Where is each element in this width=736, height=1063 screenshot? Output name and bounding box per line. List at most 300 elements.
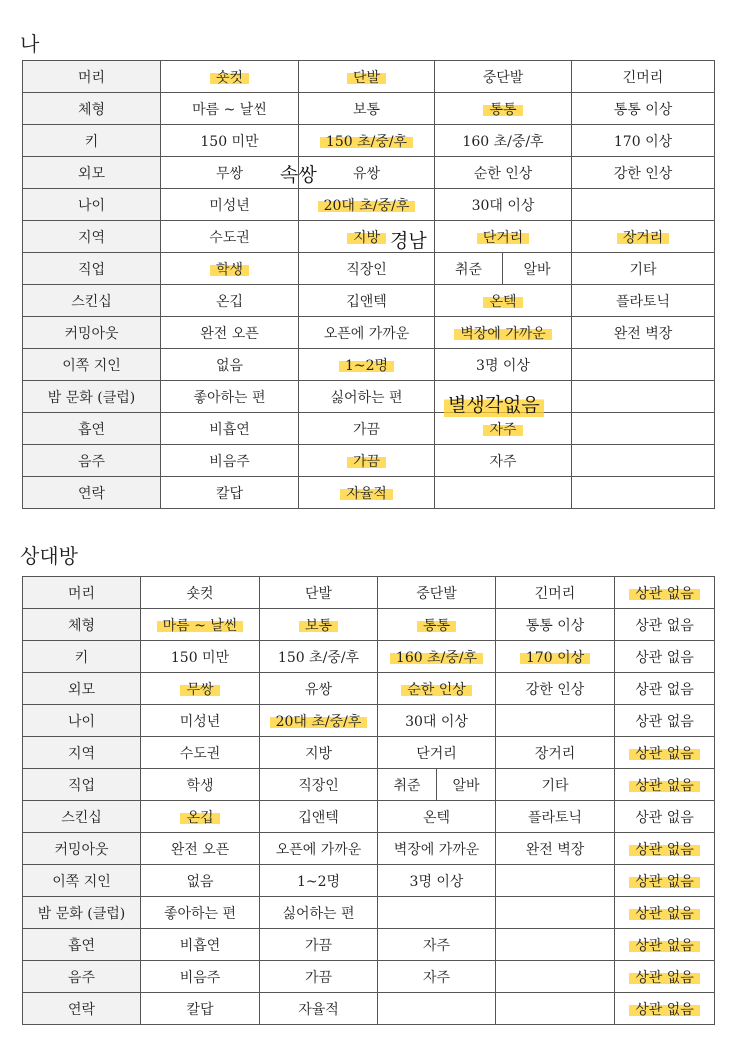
- highlighted-option: 상관 없음: [629, 1002, 700, 1018]
- option-cell: [503, 253, 572, 285]
- option-cell: [615, 801, 715, 833]
- option-text: 없음: [215, 357, 244, 374]
- option-cell: [572, 189, 715, 221]
- option-cell: [572, 317, 715, 349]
- option-text: 비음주: [209, 453, 250, 470]
- option-cell: [299, 477, 435, 509]
- option-cell: [299, 61, 435, 93]
- option-text: 30대 이상: [471, 197, 535, 214]
- option-text: 수도권: [209, 229, 250, 246]
- option-cell: [572, 381, 715, 413]
- option-cell: [615, 993, 715, 1025]
- option-cell: [161, 381, 299, 413]
- option-cell: [299, 413, 435, 445]
- row-label: 밤 문화 (클럽): [23, 897, 141, 929]
- option-text: 플라토닉: [615, 293, 671, 310]
- highlighted-option: 통통: [417, 618, 456, 634]
- option-text: 비음주: [179, 969, 221, 986]
- option-text: 상관 없음: [635, 809, 694, 826]
- option-text: 온텍: [422, 809, 451, 826]
- option-cell: [260, 641, 378, 673]
- option-text: 알바: [452, 777, 480, 794]
- option-text: 완전 벽장: [525, 841, 585, 858]
- option-cell: [615, 673, 715, 705]
- highlighted-option: 1~2명: [339, 358, 394, 374]
- option-cell: [141, 993, 260, 1025]
- option-cell: [299, 253, 435, 285]
- table-row: [23, 189, 715, 221]
- option-cell: [161, 445, 299, 477]
- option-text: 순한 인상: [473, 165, 533, 182]
- option-cell: [496, 833, 615, 865]
- option-cell: [496, 993, 615, 1025]
- option-cell: [496, 961, 615, 993]
- highlighted-option: 순한 인상: [401, 682, 472, 698]
- option-text: 3명 이상: [476, 357, 530, 374]
- option-cell: [299, 317, 435, 349]
- option-cell: [161, 93, 299, 125]
- row-label: 나이: [23, 189, 161, 221]
- option-text: 오픈에 가까운: [275, 841, 362, 858]
- highlighted-option: 상관 없음: [629, 586, 700, 602]
- option-cell: [161, 349, 299, 381]
- table-row: [23, 801, 715, 833]
- row-label: 체형: [23, 609, 141, 641]
- row-label: 직업: [23, 253, 161, 285]
- option-cell: [141, 897, 260, 929]
- highlighted-option: 상관 없음: [629, 842, 700, 858]
- row-label: 나이: [23, 705, 141, 737]
- option-text: 150 초/중/후: [277, 649, 360, 666]
- option-cell: [260, 801, 378, 833]
- option-cell: [378, 705, 496, 737]
- table-row: [23, 221, 715, 253]
- option-cell: [378, 769, 437, 801]
- partner-preference-table: [22, 576, 715, 1025]
- option-text: 자율적: [298, 1001, 339, 1018]
- option-cell: [141, 961, 260, 993]
- option-cell: [496, 609, 615, 641]
- option-cell: [572, 61, 715, 93]
- option-cell: [378, 929, 496, 961]
- option-cell: [260, 737, 378, 769]
- table-row: [23, 609, 715, 641]
- option-text: 상관 없음: [635, 713, 694, 730]
- option-text: 단거리: [416, 745, 457, 762]
- option-text: 150 미만: [170, 649, 230, 666]
- table-row: [23, 769, 715, 801]
- row-label: 체형: [23, 93, 161, 125]
- option-text: 수도권: [179, 745, 221, 762]
- option-cell: [260, 993, 378, 1025]
- option-cell: [615, 609, 715, 641]
- option-text: 30대 이상: [405, 713, 468, 730]
- section-title-partner: 상대방: [20, 544, 78, 568]
- section-title-me: 나: [20, 32, 40, 56]
- highlighted-option: 단거리: [477, 230, 530, 246]
- option-text: 숏컷: [186, 585, 214, 602]
- table-row: [23, 93, 715, 125]
- row-label: 흡연: [23, 929, 141, 961]
- option-cell: [141, 641, 260, 673]
- option-cell: [435, 413, 572, 445]
- option-cell: [299, 349, 435, 381]
- option-cell: [572, 125, 715, 157]
- table-row: [23, 929, 715, 961]
- option-cell: [141, 673, 260, 705]
- option-text: 비흡연: [179, 937, 221, 954]
- table-row: [23, 897, 715, 929]
- highlighted-option: 상관 없음: [629, 746, 700, 762]
- row-label: 스킨십: [23, 285, 161, 317]
- row-label: 키: [23, 641, 141, 673]
- highlighted-option: 마름 ~ 날씬: [157, 618, 244, 634]
- option-cell: [161, 477, 299, 509]
- option-text: 통통 이상: [525, 617, 585, 634]
- option-text: 깁앤텍: [346, 293, 387, 310]
- option-cell: [615, 961, 715, 993]
- option-text: 좋아하는 편: [193, 389, 266, 406]
- note-region: 경남: [390, 230, 427, 252]
- row-label: 커밍아웃: [23, 833, 141, 865]
- row-label: 연락: [23, 993, 141, 1025]
- option-text: 160 초/중/후: [462, 133, 544, 150]
- row-label: 외모: [23, 673, 141, 705]
- row-label: 음주: [23, 961, 141, 993]
- option-cell: [378, 577, 496, 609]
- option-cell: [378, 801, 496, 833]
- highlighted-option: 자율적: [340, 486, 393, 502]
- option-text: 3명 이상: [409, 873, 464, 890]
- option-text: 유쌍: [352, 165, 381, 182]
- option-text: 없음: [186, 873, 214, 890]
- option-cell: [141, 801, 260, 833]
- row-label: 지역: [23, 221, 161, 253]
- table-row: [23, 477, 715, 509]
- row-label: 음주: [23, 445, 161, 477]
- option-text: 직장인: [298, 777, 339, 794]
- option-cell: [572, 221, 715, 253]
- option-cell: [615, 737, 715, 769]
- option-cell: [572, 253, 715, 285]
- option-text: 무쌍: [215, 165, 244, 182]
- option-cell: [615, 577, 715, 609]
- highlighted-option: 지방: [347, 230, 386, 246]
- option-text: 싫어하는 편: [330, 389, 403, 406]
- option-cell: [161, 413, 299, 445]
- option-text: 통통 이상: [613, 101, 673, 118]
- highlighted-option: 자주: [483, 422, 522, 438]
- option-cell: [496, 865, 615, 897]
- option-text: 완전 오픈: [200, 325, 259, 342]
- option-text: 중단발: [416, 585, 457, 602]
- option-text: 150 미만: [200, 133, 259, 150]
- highlighted-option: 보통: [299, 618, 338, 634]
- option-cell: [437, 769, 496, 801]
- highlighted-option: 벽장에 가까운: [454, 326, 552, 342]
- option-cell: [496, 705, 615, 737]
- option-text: 미성년: [179, 713, 221, 730]
- option-text: 중단발: [482, 69, 524, 86]
- option-cell: [615, 641, 715, 673]
- option-cell: [435, 477, 572, 509]
- table-row: [23, 413, 715, 445]
- option-cell: [572, 349, 715, 381]
- row-label: 스킨십: [23, 801, 141, 833]
- option-cell: [260, 833, 378, 865]
- option-text: 상관 없음: [635, 649, 694, 666]
- note-nightlife: 별생각없음: [444, 390, 544, 417]
- highlighted-option: 무쌍: [180, 682, 219, 698]
- option-cell: [435, 445, 572, 477]
- option-cell: [141, 865, 260, 897]
- option-text: 상관 없음: [635, 617, 694, 634]
- table-row: [23, 577, 715, 609]
- option-text: 긴머리: [622, 69, 664, 86]
- option-text: 상관 없음: [635, 681, 694, 698]
- row-label: 밤 문화 (클럽): [23, 381, 161, 413]
- option-text: 싫어하는 편: [282, 905, 355, 922]
- table-row: [23, 833, 715, 865]
- highlighted-option: 20대 초/중/후: [318, 198, 416, 214]
- option-cell: [435, 349, 572, 381]
- option-cell: [161, 189, 299, 221]
- option-cell: [496, 929, 615, 961]
- option-cell: [435, 125, 572, 157]
- option-text: 취준: [454, 261, 483, 278]
- option-text: 완전 오픈: [170, 841, 230, 858]
- table-row: [23, 157, 715, 189]
- table-row: [23, 285, 715, 317]
- option-cell: [435, 61, 572, 93]
- table-row: [23, 253, 715, 285]
- option-text: 단발: [304, 585, 333, 602]
- option-text: 마름 ~ 날씬: [192, 101, 267, 118]
- option-cell: [572, 93, 715, 125]
- option-text: 자주: [489, 453, 517, 470]
- option-cell: [141, 577, 260, 609]
- option-text: 170 이상: [613, 133, 673, 150]
- option-cell: [435, 157, 572, 189]
- option-cell: [299, 157, 435, 189]
- option-cell: [260, 865, 378, 897]
- option-cell: [260, 897, 378, 929]
- highlighted-option: 학생: [210, 262, 249, 278]
- option-cell: [496, 673, 615, 705]
- option-text: 좋아하는 편: [163, 905, 237, 922]
- option-cell: [615, 897, 715, 929]
- option-cell: [496, 897, 615, 929]
- row-label: 연락: [23, 477, 161, 509]
- option-cell: [572, 477, 715, 509]
- option-cell: [299, 93, 435, 125]
- option-cell: [141, 929, 260, 961]
- option-text: 가끔: [304, 937, 333, 954]
- option-cell: [299, 285, 435, 317]
- row-label: 직업: [23, 769, 141, 801]
- option-text: 비흡연: [209, 421, 250, 438]
- row-label: 이쪽 지인: [23, 349, 161, 381]
- option-text: 오픈에 가까운: [323, 325, 410, 342]
- table-row: [23, 317, 715, 349]
- option-cell: [299, 381, 435, 413]
- option-text: 기타: [541, 777, 569, 794]
- option-cell: [496, 641, 615, 673]
- option-text: 장거리: [534, 745, 576, 762]
- table-row: [23, 673, 715, 705]
- option-cell: [260, 961, 378, 993]
- option-text: 가끔: [304, 969, 333, 986]
- table-row: [23, 641, 715, 673]
- option-cell: [260, 929, 378, 961]
- highlighted-option: 상관 없음: [629, 970, 700, 986]
- highlighted-option: 상관 없음: [629, 874, 700, 890]
- table-row: [23, 737, 715, 769]
- option-cell: [435, 253, 503, 285]
- row-label: 머리: [23, 577, 141, 609]
- option-cell: [615, 865, 715, 897]
- option-cell: [435, 221, 572, 253]
- table-row: [23, 865, 715, 897]
- option-cell: [260, 609, 378, 641]
- option-text: 벽장에 가까운: [393, 841, 480, 858]
- option-cell: [161, 285, 299, 317]
- option-cell: [141, 609, 260, 641]
- option-text: 자주: [422, 969, 451, 986]
- row-label: 지역: [23, 737, 141, 769]
- option-cell: [378, 865, 496, 897]
- option-cell: [260, 705, 378, 737]
- option-cell: [378, 673, 496, 705]
- option-text: 온깁: [215, 293, 244, 310]
- option-cell: [141, 737, 260, 769]
- option-cell: [161, 317, 299, 349]
- highlighted-option: 170 이상: [520, 650, 590, 666]
- option-text: 칼답: [215, 485, 244, 502]
- option-text: 완전 벽장: [613, 325, 673, 342]
- option-cell: [378, 641, 496, 673]
- table-row: [23, 993, 715, 1025]
- note-looks: 속쌍: [280, 164, 317, 186]
- option-cell: [141, 705, 260, 737]
- option-text: 취준: [393, 777, 421, 794]
- option-cell: [496, 801, 615, 833]
- option-text: 학생: [186, 777, 214, 794]
- option-cell: [378, 897, 496, 929]
- option-text: 강한 인상: [613, 165, 673, 182]
- option-text: 직장인: [346, 261, 387, 278]
- highlighted-option: 숏컷: [210, 70, 249, 86]
- table-row: [23, 961, 715, 993]
- option-cell: [161, 221, 299, 253]
- option-text: 미성년: [209, 197, 250, 214]
- option-cell: [496, 769, 615, 801]
- option-text: 가끔: [352, 421, 381, 438]
- highlighted-option: 단발: [347, 70, 386, 86]
- option-cell: [378, 609, 496, 641]
- option-text: 긴머리: [534, 585, 576, 602]
- row-label: 외모: [23, 157, 161, 189]
- highlighted-option: 상관 없음: [629, 938, 700, 954]
- option-text: 기타: [629, 261, 657, 278]
- option-cell: [299, 189, 435, 221]
- option-cell: [615, 769, 715, 801]
- option-cell: [615, 705, 715, 737]
- row-label: 이쪽 지인: [23, 865, 141, 897]
- highlighted-option: 가끔: [347, 454, 386, 470]
- option-cell: [435, 93, 572, 125]
- my-profile-table: [22, 60, 715, 509]
- highlighted-option: 상관 없음: [629, 778, 700, 794]
- option-text: 깁앤텍: [298, 809, 339, 826]
- table-row: [23, 705, 715, 737]
- option-cell: [615, 929, 715, 961]
- option-cell: [378, 833, 496, 865]
- option-cell: [299, 445, 435, 477]
- option-text: 자주: [422, 937, 451, 954]
- option-text: 유쌍: [304, 681, 333, 698]
- option-cell: [299, 125, 435, 157]
- option-cell: [141, 769, 260, 801]
- option-cell: [260, 577, 378, 609]
- option-cell: [435, 285, 572, 317]
- option-cell: [615, 833, 715, 865]
- option-text: 강한 인상: [525, 681, 585, 698]
- highlighted-option: 160 초/중/후: [390, 650, 483, 666]
- option-cell: [161, 253, 299, 285]
- row-label: 커밍아웃: [23, 317, 161, 349]
- option-text: 칼답: [186, 1001, 214, 1018]
- table-row: [23, 125, 715, 157]
- row-label: 키: [23, 125, 161, 157]
- option-cell: [161, 125, 299, 157]
- option-cell: [378, 993, 496, 1025]
- option-cell: [260, 673, 378, 705]
- option-cell: [496, 577, 615, 609]
- option-cell: [378, 737, 496, 769]
- highlighted-option: 150 초/중/후: [320, 134, 413, 150]
- option-text: 지방: [304, 745, 333, 762]
- table-row: [23, 381, 715, 413]
- option-cell: [572, 445, 715, 477]
- option-cell: [260, 769, 378, 801]
- row-label: 흡연: [23, 413, 161, 445]
- option-cell: [161, 61, 299, 93]
- highlighted-option: 장거리: [617, 230, 670, 246]
- highlighted-option: 통통: [483, 102, 522, 118]
- highlighted-option: 온깁: [180, 810, 219, 826]
- row-label: 머리: [23, 61, 161, 93]
- option-cell: [572, 413, 715, 445]
- table-row: [23, 349, 715, 381]
- option-cell: [572, 285, 715, 317]
- table-row: [23, 61, 715, 93]
- option-cell: [435, 189, 572, 221]
- option-cell: [435, 317, 572, 349]
- highlighted-option: 상관 없음: [629, 906, 700, 922]
- option-text: 1~2명: [296, 873, 341, 890]
- option-cell: [141, 833, 260, 865]
- option-cell: [161, 157, 299, 189]
- option-text: 플라토닉: [527, 809, 583, 826]
- option-cell: [572, 157, 715, 189]
- table-row: [23, 445, 715, 477]
- option-cell: [378, 961, 496, 993]
- option-text: 알바: [523, 261, 551, 278]
- highlighted-option: 20대 초/중/후: [270, 714, 368, 730]
- option-cell: [496, 737, 615, 769]
- option-text: 보통: [352, 101, 381, 118]
